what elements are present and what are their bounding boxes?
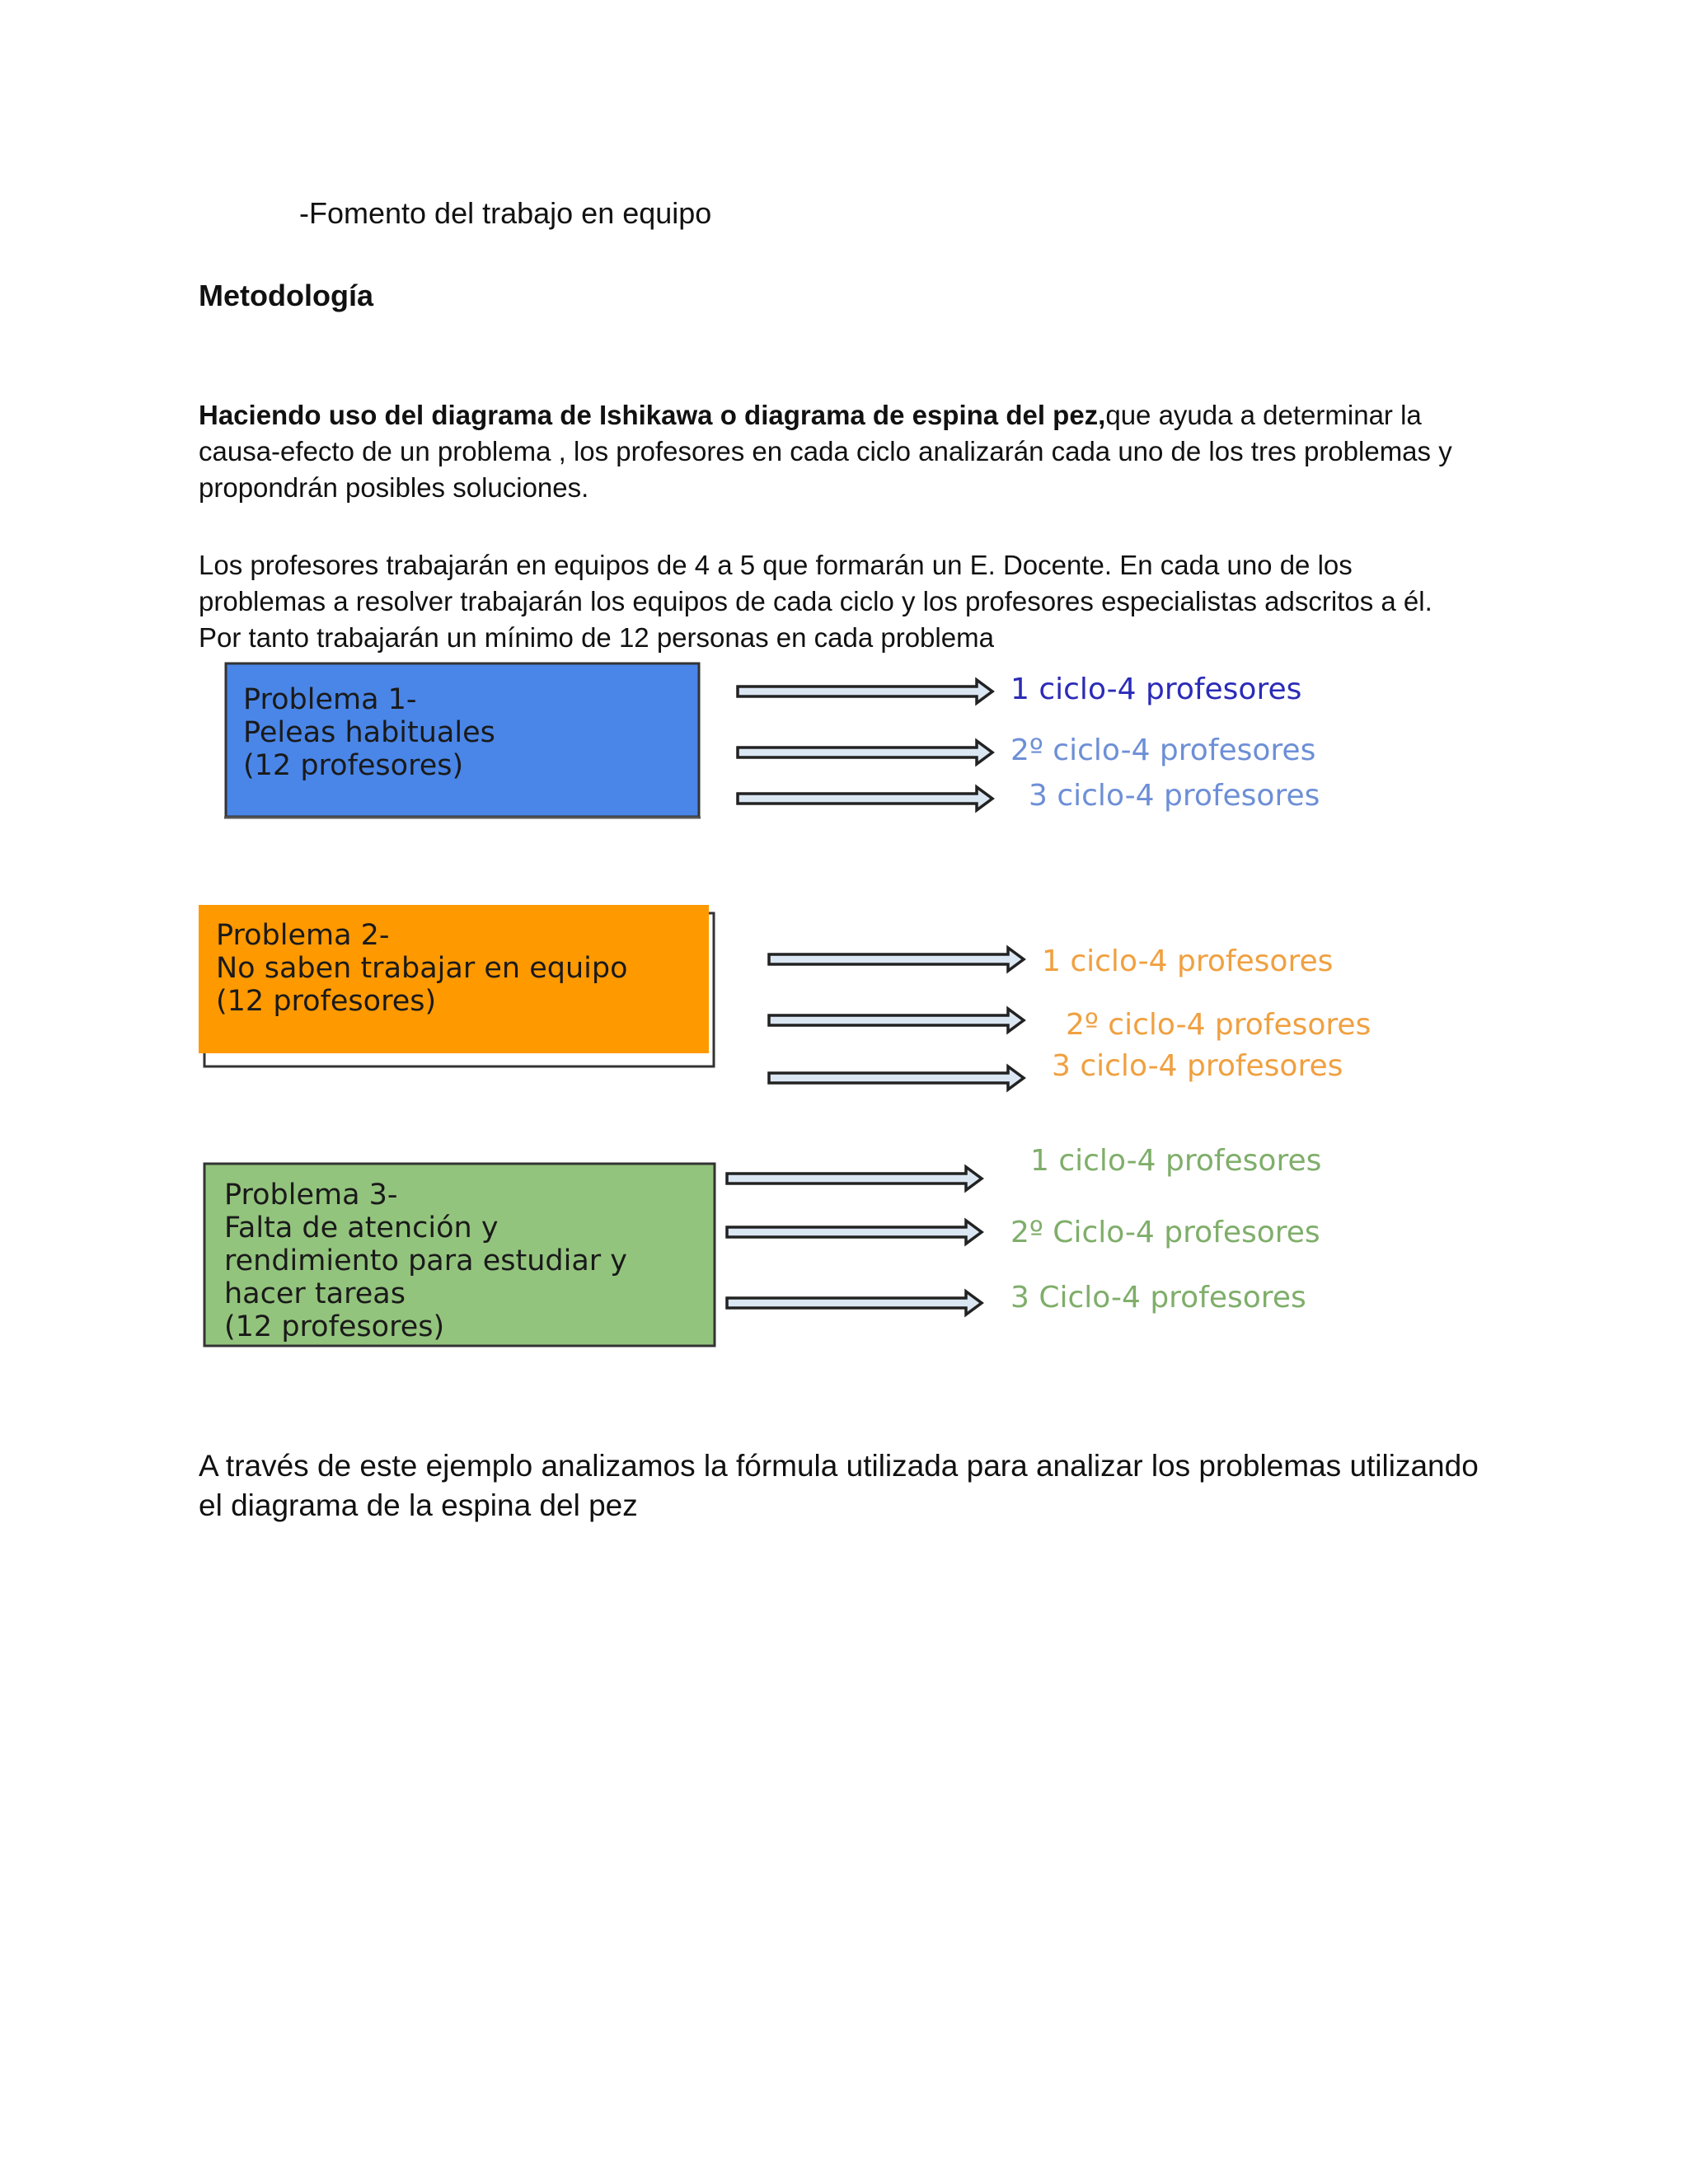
- problem-label-line: (12 profesores): [243, 749, 464, 782]
- paragraph-line: Los profesores trabajarán en equipos de 4 a 5 que formarán un E. Docente. En cada uno de los: [199, 550, 1353, 580]
- arrow: [769, 948, 1024, 971]
- bold-lead: Haciendo uso del diagrama de Ishikawa o diagrama de espina del pez,: [199, 400, 1106, 430]
- section-heading: Metodología: [199, 279, 373, 312]
- problem-label-line: Peleas habituales: [243, 716, 495, 749]
- arrow: [738, 787, 992, 810]
- arrow: [727, 1221, 982, 1244]
- problem-label-line: Problema 2-: [216, 919, 390, 952]
- paragraph-line: A través de este ejemplo analizamos la fórmula utilizada para analizar los problemas utilizando: [199, 1449, 1479, 1483]
- problem-label-line: rendimiento para estudiar y: [224, 1244, 627, 1277]
- cycle-label: 3 Ciclo-4 profesores: [1010, 1281, 1306, 1315]
- arrow: [738, 680, 992, 703]
- paragraph-line: Por tanto trabajarán un mínimo de 12 personas en cada problema: [199, 622, 994, 653]
- problem-3-group: [204, 1144, 1321, 1346]
- problem-1-group: [224, 663, 1320, 818]
- problem-label-line: Falta de atención y: [224, 1212, 499, 1244]
- paragraph-line: problemas a resolver trabajarán los equipos de cada ciclo y los profesores especialistas adscritos a él.: [199, 586, 1432, 616]
- line-rest: que ayuda a determinar la: [1105, 400, 1422, 430]
- problem-2-group: [199, 905, 1371, 1090]
- cycle-label: 3 ciclo-4 profesores: [1052, 1049, 1343, 1083]
- arrow: [727, 1291, 982, 1315]
- arrow: [769, 1009, 1024, 1032]
- paragraph-line: propondrán posibles soluciones.: [199, 472, 589, 503]
- cycle-label: 2º ciclo-4 profesores: [1066, 1008, 1372, 1042]
- problem-label-line: hacer tareas: [224, 1277, 406, 1310]
- closing-paragraph: [199, 1446, 1479, 1526]
- cycle-label: 3 ciclo-4 profesores: [1029, 779, 1320, 813]
- arrow: [769, 1066, 1024, 1090]
- paragraph-line: causa-efecto de un problema , los profesores en cada ciclo analizarán cada uno de los tres problemas y: [199, 436, 1452, 466]
- cycle-label: 1 ciclo-4 profesores: [1042, 944, 1334, 978]
- problem-label-line: No saben trabajar en equipo: [216, 952, 628, 985]
- arrow: [738, 741, 992, 764]
- paragraph-line: el diagrama de la espina del pez: [199, 1488, 638, 1522]
- arrow: [727, 1167, 982, 1190]
- bullet-item: -Fomento del trabajo en equipo: [299, 196, 712, 230]
- cycle-label: 1 ciclo-4 profesores: [1030, 1144, 1322, 1178]
- cycle-label: 1 ciclo-4 profesores: [1010, 673, 1302, 706]
- cycle-label: 2º Ciclo-4 profesores: [1010, 1216, 1320, 1249]
- problem-label-line: (12 profesores): [224, 1310, 445, 1343]
- problem-label-line: (12 profesores): [216, 985, 437, 1018]
- problem-label-line: Problema 1-: [243, 683, 417, 716]
- cycle-label: 2º ciclo-4 profesores: [1010, 733, 1316, 767]
- problem-label-line: Problema 3-: [224, 1179, 398, 1212]
